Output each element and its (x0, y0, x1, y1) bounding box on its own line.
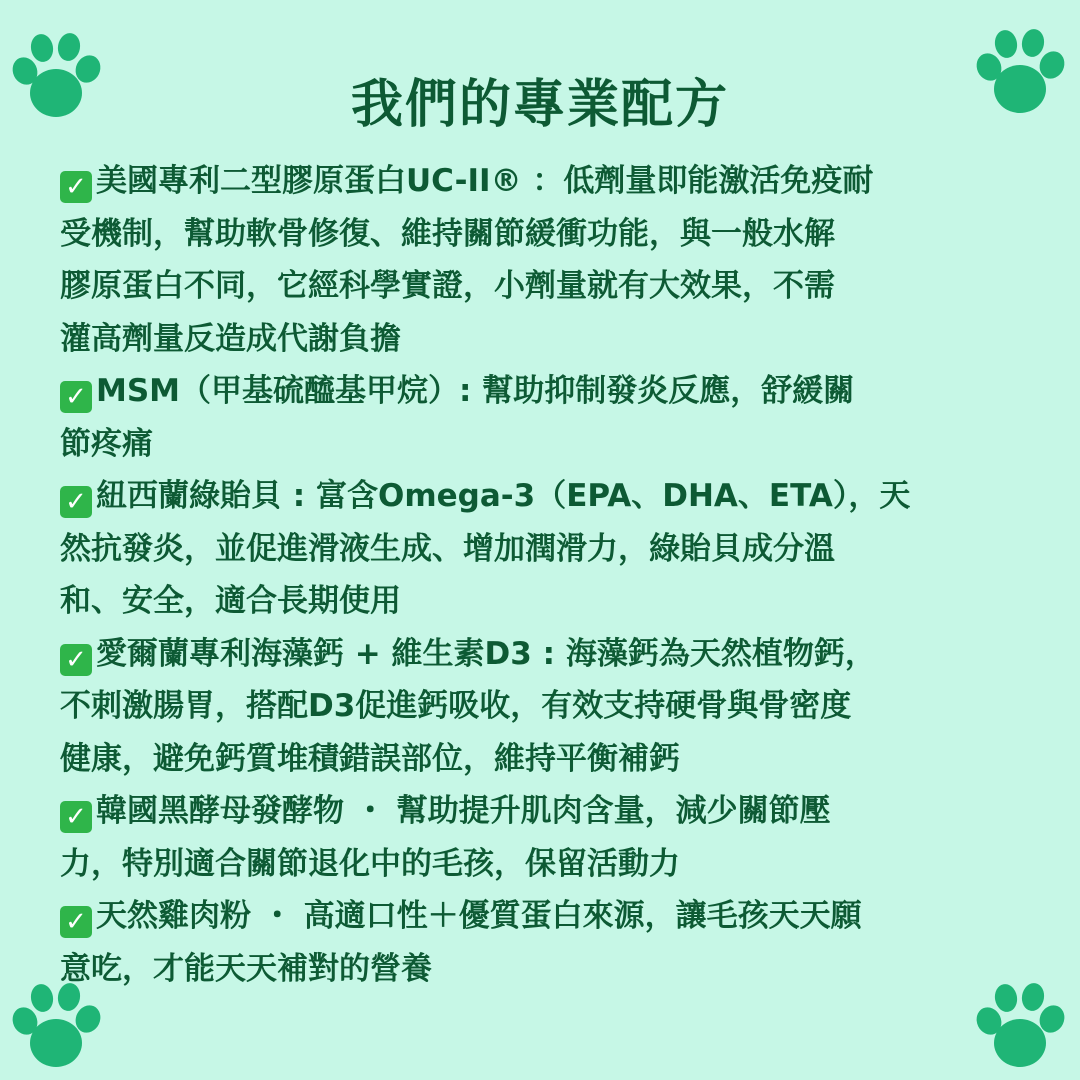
formula-line: 膠原蛋白不同，它經科學實證，小劑量就有大效果，不需 (60, 268, 835, 304)
formula-item-black-yeast (60, 785, 1020, 890)
formula-item-seaweed-calcium (60, 628, 1020, 786)
check-icon: ✓ (60, 486, 92, 518)
formula-line (60, 890, 1020, 943)
check-icon: ✓ (60, 381, 92, 413)
formula-line: 然抗發炎，並促進滑液生成、增加潤滑力，綠貽貝成分溫 (60, 530, 835, 567)
formula-line (60, 155, 1020, 208)
formula-line (60, 470, 1020, 523)
formula-line: 意吃，才能天天補對的營養 (60, 950, 432, 987)
formula-line: 灌高劑量反造成代謝負擔 (60, 320, 401, 357)
formula-line: 受機制，幫助軟骨修復、維持關節緩衝功能，與一般水解 (60, 215, 835, 252)
page-title: 我們的專業配方 (350, 75, 729, 135)
formula-text: 韓國黑酵母發酵物 ・ 幫助提升肌肉含量，減少關節壓 (96, 793, 831, 829)
formula-line: 力，特別適合關節退化中的毛孩，保留活動力 (60, 845, 680, 882)
formula-item-uc2 (60, 155, 1020, 365)
formula-text: 愛爾蘭專利海藻鈣 + 維生素D3 : 海藻鈣為天然植物鈣， (96, 635, 876, 672)
check-icon: ✓ (60, 644, 92, 676)
formula-line (60, 365, 1020, 418)
formula-text: 紐西蘭綠貽貝 : 富含Omega-3（EPA、DHA、ETA），天 (96, 478, 911, 514)
formula-line: 健康，避免鈣質堆積錯誤部位，維持平衡補鈣 (60, 740, 680, 777)
formula-text: MSM（甲基硫醯基甲烷）: 幫助抑制發炎反應，舒緩關 (96, 373, 855, 409)
formula-line: 和、安全，適合長期使用 (60, 583, 401, 619)
formula-line: 節疼痛 (60, 425, 153, 462)
formula-line (60, 785, 1020, 838)
check-icon: ✓ (60, 906, 92, 938)
formula-item-green-mussel (60, 470, 1020, 628)
formula-line (60, 628, 1020, 681)
check-icon: ✓ (60, 171, 92, 203)
formula-item-msm (60, 365, 1020, 470)
formula-text: 美國專利二型膠原蛋白UC-II® ：低劑量即能激活免疫耐 (96, 163, 874, 199)
formula-text: 天然雞肉粉 ・ 高適口性＋優質蛋白來源，讓毛孩天天願 (96, 898, 862, 934)
check-icon: ✓ (60, 801, 92, 833)
formula-item-chicken-powder (60, 890, 1020, 995)
formula-list (60, 155, 1020, 995)
formula-line: 不刺激腸胃，搭配D3促進鈣吸收，有效支持硬骨與骨密度 (60, 688, 852, 724)
